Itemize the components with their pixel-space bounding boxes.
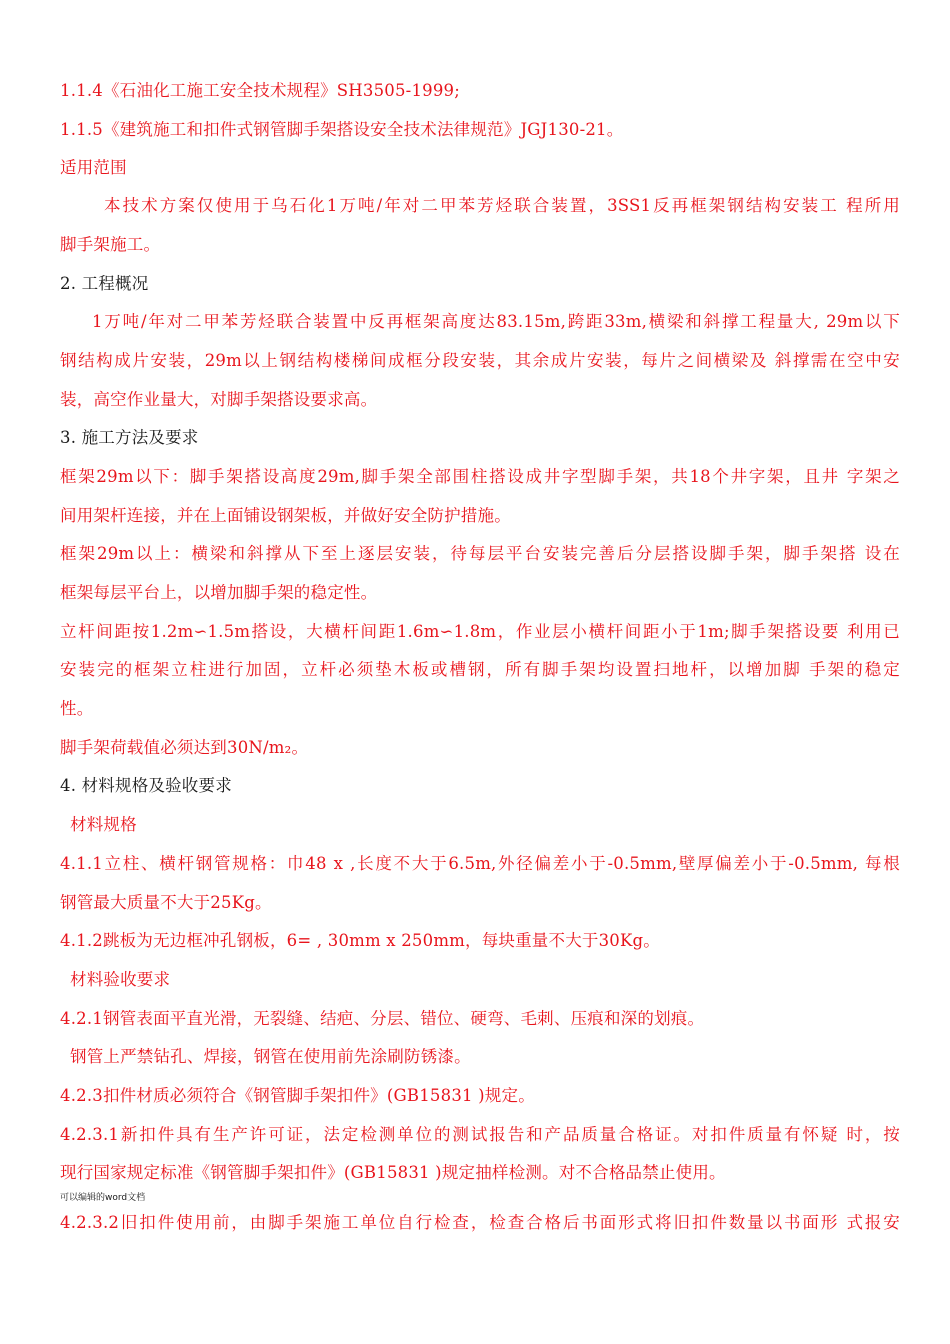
pole-spacing-line-3: 性。 [60, 699, 94, 718]
below-29m-line-2: 间用架杆连接，并在上面铺设钢架板，并做好安全防护措施。 [60, 506, 511, 525]
below-29m-line-1: 框架29m以下：脚手架搭设高度29m,脚手架全部围柱搭设成井字型脚手架，共18个井字架，且井 字架之 [60, 467, 900, 486]
heading-materials: 4. 材料规格及验收要求 [60, 776, 232, 795]
editable-word-note: 可以编辑的word文档 [60, 1193, 146, 1203]
heading-material-specs: 材料规格 [70, 815, 137, 834]
spec-4-2-3-2-line-1: 4.2.3.2旧扣件使用前，由脚手架施工单位自行检查，检查合格后书面形式将旧扣件数量以书面形 式报安 [60, 1213, 900, 1232]
spec-4-1-1-line-1: 4.1.1立柱、横杆钢管规格：巾48 x ,长度不大于6.5m,外径偏差小于-0.5mm,壁厚偏差小于-0.5mm, 每根 [60, 854, 900, 873]
pipe-no-drilling: 钢管上严禁钻孔、焊接，钢管在使用前先涂刷防锈漆。 [70, 1047, 471, 1066]
above-29m-line-2: 框架每层平台上，以增加脚手架的稳定性。 [60, 583, 378, 602]
heading-construction-methods: 3. 施工方法及要求 [60, 428, 199, 447]
scope-paragraph-line-1: 本技术方案仅使用于乌石化1万吨/年对二甲苯芳烃联合装置，3SS1反再框架钢结构安装工 程所用 [104, 196, 900, 215]
pole-spacing-line-1: 立杆间距按1.2m∽1.5m搭设，大横杆间距1.6m∽1.8m，作业层小横杆间距小于1m;脚手架搭设要 利用已 [60, 622, 900, 641]
overview-line-2: 钢结构成片安装，29m以上钢结构楼梯间成框分段安装，其余成片安装，每片之间横梁及 斜撑需在空中安 [60, 351, 900, 370]
spec-4-1-2: 4.1.2跳板为无边框冲孔钢板，6= , 30mm x 250mm，每块重量不大于30Kg。 [60, 931, 660, 950]
above-29m-line-1: 框架29m以上：横梁和斜撑从下至上逐层安装，待每层平台安装完善后分层搭设脚手架，脚手架搭 设在 [60, 544, 900, 563]
heading-material-acceptance: 材料验收要求 [70, 970, 171, 989]
heading-project-overview: 2. 工程概况 [60, 274, 149, 293]
spec-4-2-3-1-line-2: 现行国家规定标准《钢管脚手架扣件》(GB15831 )规定抽样检测。对不合格品禁止使用。 [60, 1163, 726, 1182]
overview-line-1: 1万吨/年对二甲苯芳烃联合装置中反再框架高度达83.15m,跨距33m,横梁和斜撑工程量大, 29m以下 [92, 312, 900, 331]
overview-line-3: 装，高空作业量大，对脚手架搭设要求高。 [60, 390, 378, 409]
scope-paragraph-line-2: 脚手架施工。 [60, 235, 161, 254]
pole-spacing-line-2: 安装完的框架立柱进行加固，立杆必须垫木板或槽钢，所有脚手架均设置扫地杆，以增加脚 手架的稳定 [60, 660, 900, 679]
spec-4-2-1: 4.2.1钢管表面平直光滑，无裂缝、结疤、分层、错位、硬弯、毛刺、压痕和深的划痕。 [60, 1009, 705, 1028]
ref-1-1-4: 1.1.4《石油化工施工安全技术规程》SH3505-1999; [60, 81, 460, 100]
load-requirement: 脚手架荷载值必须达到30N/m₂。 [60, 738, 309, 757]
spec-4-1-1-line-2: 钢管最大质量不大于25Kg。 [60, 893, 272, 912]
ref-1-1-5: 1.1.5《建筑施工和扣件式钢管脚手架搭设安全技术法律规范》JGJ130-21。 [60, 120, 624, 139]
heading-scope: 适用范围 [60, 158, 127, 177]
spec-4-2-3: 4.2.3扣件材质必须符合《钢管脚手架扣件》(GB15831 )规定。 [60, 1086, 535, 1105]
spec-4-2-3-1-line-1: 4.2.3.1新扣件具有生产许可证，法定检测单位的测试报告和产品质量合格证。对扣件质量有怀疑 时，按 [60, 1125, 900, 1144]
